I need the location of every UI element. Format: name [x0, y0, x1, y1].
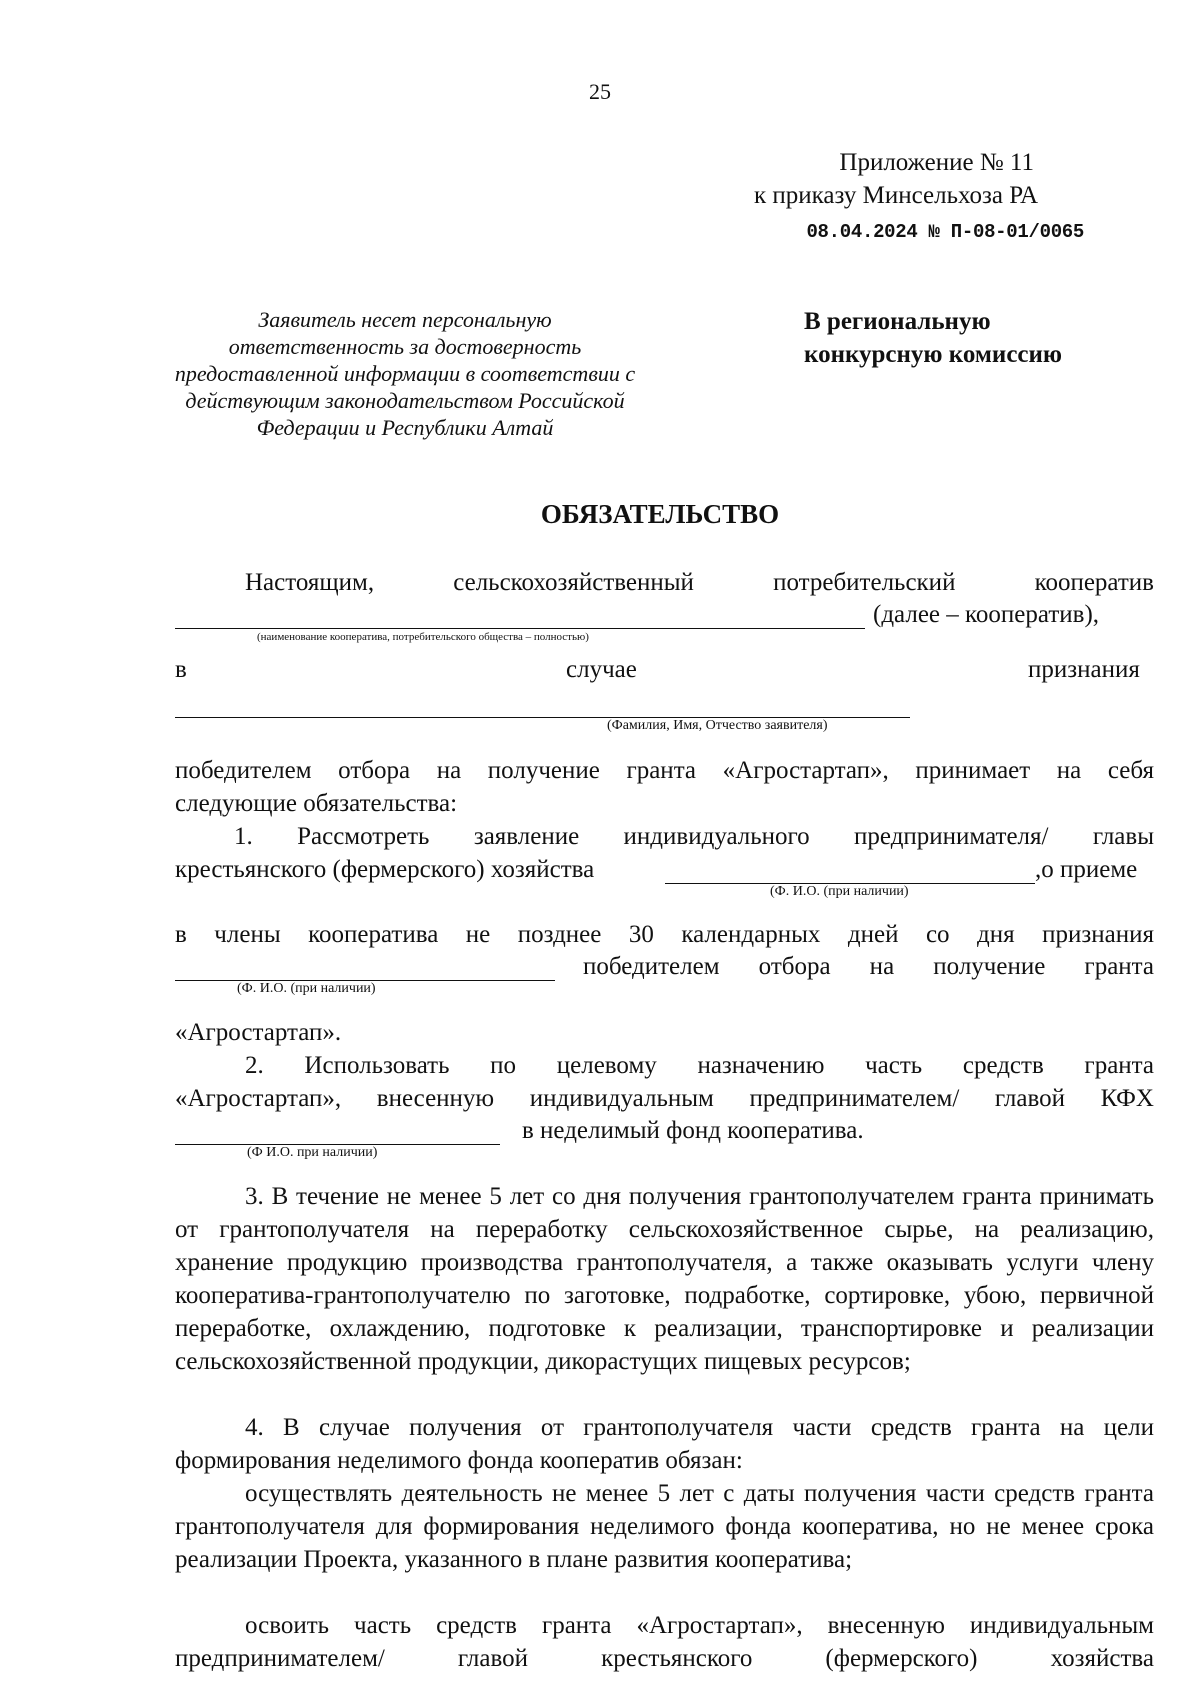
item-4-subitem-2: освоить часть средств гранта «Агростартап», внесенную индивидуальным предпринимателем/ главой крестьянского (фермерского) хозяйства: [175, 1612, 1154, 1672]
item-2-line-3-end: в неделимый фонд кооператива.: [522, 1117, 864, 1144]
item-1-line-2-end: ,о приеме: [1035, 856, 1138, 883]
item-2-line-1: 2. Использовать по целевому назначению часть средств гранта: [245, 1052, 1154, 1079]
item-1-line-4-end: победителем отбора на получение гранта: [583, 953, 1154, 980]
intro-recognition: признания: [1028, 656, 1140, 683]
intro-line-3: победителем отбора на получение гранта «Агростартап», принимает на себя: [175, 757, 1154, 784]
item-1-line-3: в члены кооператива не позднее 30 календарных дней со дня признания: [175, 921, 1154, 948]
addressee: [804, 305, 1062, 371]
page-number: 25: [589, 79, 611, 104]
item-3-text: 3. В течение не менее 5 лет со дня получения грантополучателем гранта принимать от грантополучателя на переработку сельскохозяйственное сырье, на реализацию, хранение продукцию производства грантополучателя, а также оказывать услуги члену кооператива-грантополучателю по заготовке, подработке, сортировке, убою, первичной переработке, охлаждению, подготовке к реализации, транспортировке и реализации сельскохозяйственной продукции, дикорастущих пищевых ресурсов;: [175, 1183, 1154, 1375]
intro-v: в: [175, 656, 187, 683]
item-4-text: 4. В случае получения от грантополучателя части средств гранта на цели формирования неделимого фонда кооператив обязан:: [175, 1414, 1154, 1474]
item-1-line-5: «Агростартап».: [175, 1019, 342, 1046]
addressee-line-1: В региональную: [804, 308, 991, 335]
item-2-fio-hint: (Ф И.О. при наличии): [247, 1145, 378, 1160]
intro-line-1: Настоящим, сельскохозяйственный потребительский кооператив: [245, 569, 1154, 596]
item-1-fio-hint-2: (Ф. И.О. (при наличии): [237, 981, 376, 996]
document-title: ОБЯЗАТЕЛЬСТВО: [540, 499, 780, 529]
item-2-line-2: «Агростартап», внесенную индивидуальным предпринимателем/ главой КФХ: [175, 1085, 1154, 1112]
appendix-number: Приложение № 11: [839, 149, 1034, 176]
intro-line-4: следующие обязательства:: [175, 790, 458, 817]
intro-case: случае: [566, 656, 637, 683]
appendix-order-date: 08.04.2024 № П-08-01/0065: [806, 221, 1084, 243]
coop-name-hint: (наименование кооператива, потребительского общества – полностью): [257, 631, 589, 643]
applicant-name-hint: (Фамилия, Имя, Отчество заявителя): [607, 718, 828, 733]
item-1-fio-hint: (Ф. И.О. (при наличии): [770, 884, 909, 899]
appendix-order: к приказу Минсельхоза РА: [753, 182, 1038, 209]
responsibility-disclaimer: Заявитель несет персональную ответственность за достоверность предоставленной информации в соответствии с действующим законодательством Российской Федерации и Республики Алтай: [174, 307, 636, 440]
addressee-line-2: конкурсную комиссию: [804, 341, 1063, 368]
item-1-line-2-start: крестьянского (фермерского) хозяйства: [175, 856, 595, 883]
item-4-subitem-1: осуществлять деятельность не менее 5 лет с даты получения части средств гранта грантополучателя для формирования неделимого фонда кооператива, но не менее срока реализации Проекта, указанного в плане развития кооператива;: [175, 1480, 1154, 1573]
intro-after-blank: (далее – кооператив),: [873, 601, 1100, 628]
item-1-line-1: 1. Рассмотреть заявление индивидуального предпринимателя/ главы: [234, 823, 1154, 850]
appendix-reference: [754, 146, 1084, 249]
